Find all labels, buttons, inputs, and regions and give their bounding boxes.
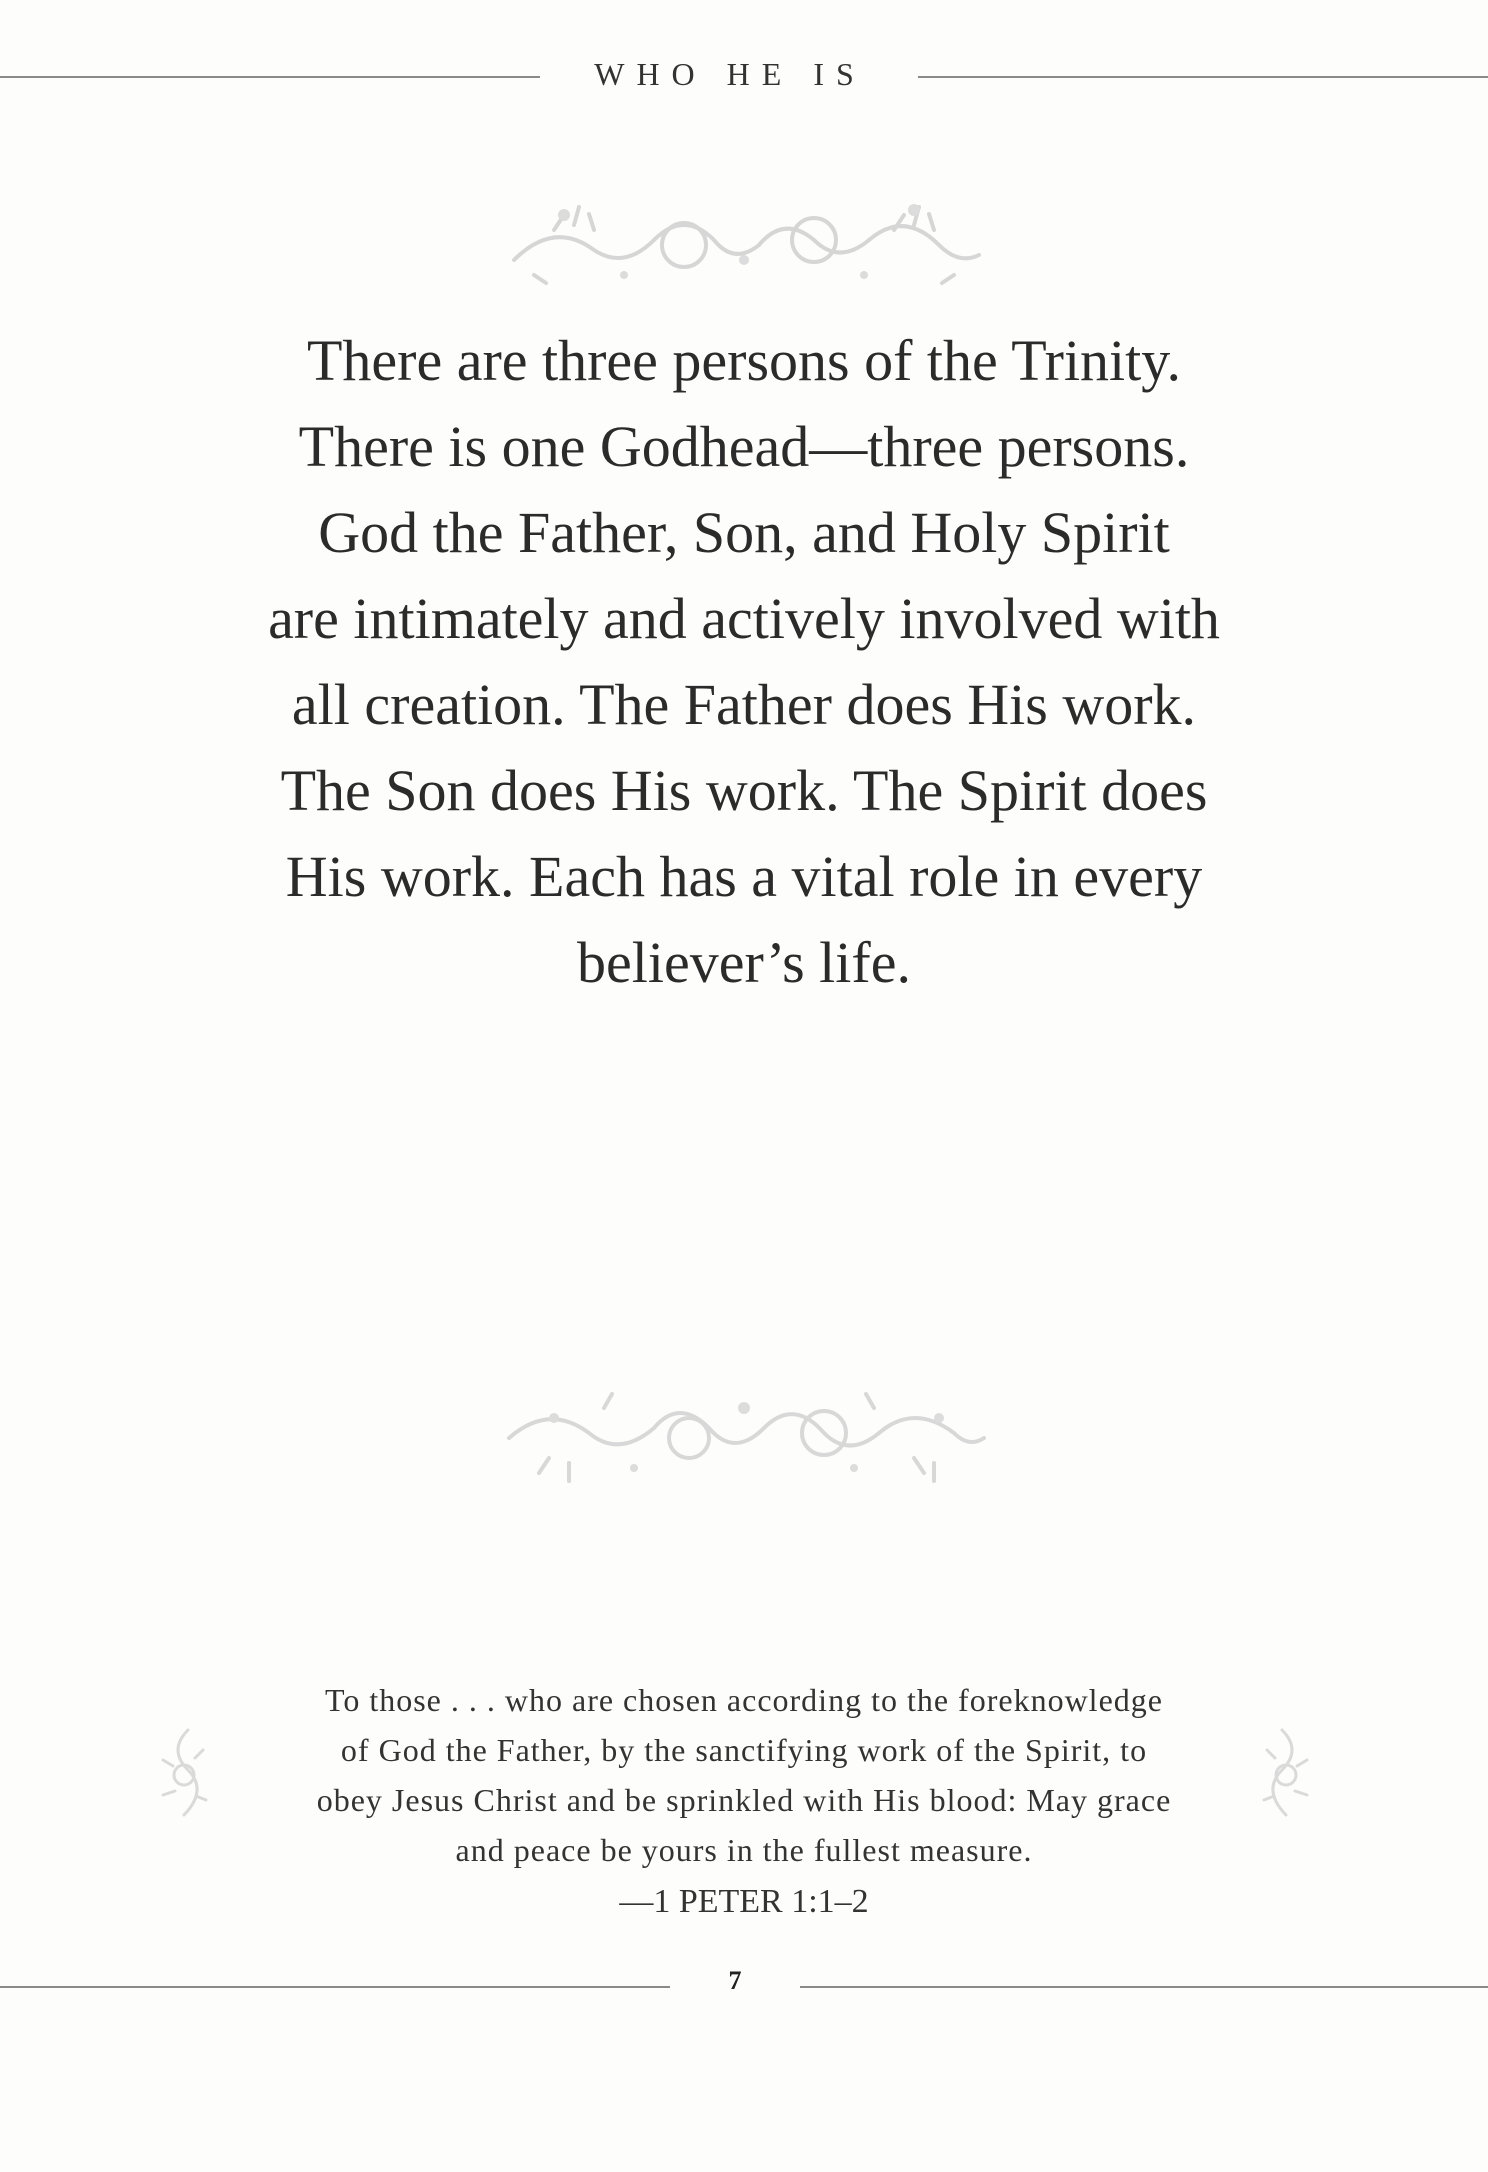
quote-line: believer’s life. (577, 930, 911, 995)
main-quote (130, 318, 1358, 1006)
scripture-passage (236, 1675, 1252, 1927)
top-ornament-icon (494, 190, 994, 300)
header-rule-right (918, 76, 1488, 78)
scripture-line: of God the Father, by the sanctifying work of the Spirit, to (340, 1732, 1148, 1768)
footer-rule-right (800, 1986, 1488, 1988)
header-rule-left (0, 76, 540, 78)
left-flourish-icon (148, 1720, 220, 1830)
page-footer (0, 1960, 1488, 2010)
quote-line: are intimately and actively involved with (268, 586, 1220, 651)
quote-line: The Son does His work. The Spirit does (280, 758, 1208, 823)
header-title: WHO HE IS (594, 56, 866, 92)
page-number: 7 (728, 1966, 742, 1995)
scripture-reference: —1 PETER 1:1–2 (619, 1883, 869, 1920)
footer-rule-left (0, 1986, 670, 1988)
quote-line: God the Father, Son, and Holy Spirit (318, 500, 1170, 565)
right-flourish-icon (1250, 1720, 1322, 1830)
quote-line: all creation. The Father does His work. (291, 672, 1197, 737)
running-header (0, 52, 1488, 92)
quote-line: There is one Godhead—three persons. (298, 414, 1190, 479)
bottom-ornament-icon (494, 1378, 994, 1488)
scripture-line: To those . . . who are chosen according to the foreknowledge (325, 1682, 1163, 1718)
scripture-line: obey Jesus Christ and be sprinkled with His blood: May grace (316, 1782, 1172, 1818)
quote-line: There are three persons of the Trinity. (306, 328, 1182, 393)
quote-line: His work. Each has a vital role in every (285, 844, 1203, 909)
scripture-line: and peace be yours in the fullest measure. (455, 1832, 1033, 1868)
